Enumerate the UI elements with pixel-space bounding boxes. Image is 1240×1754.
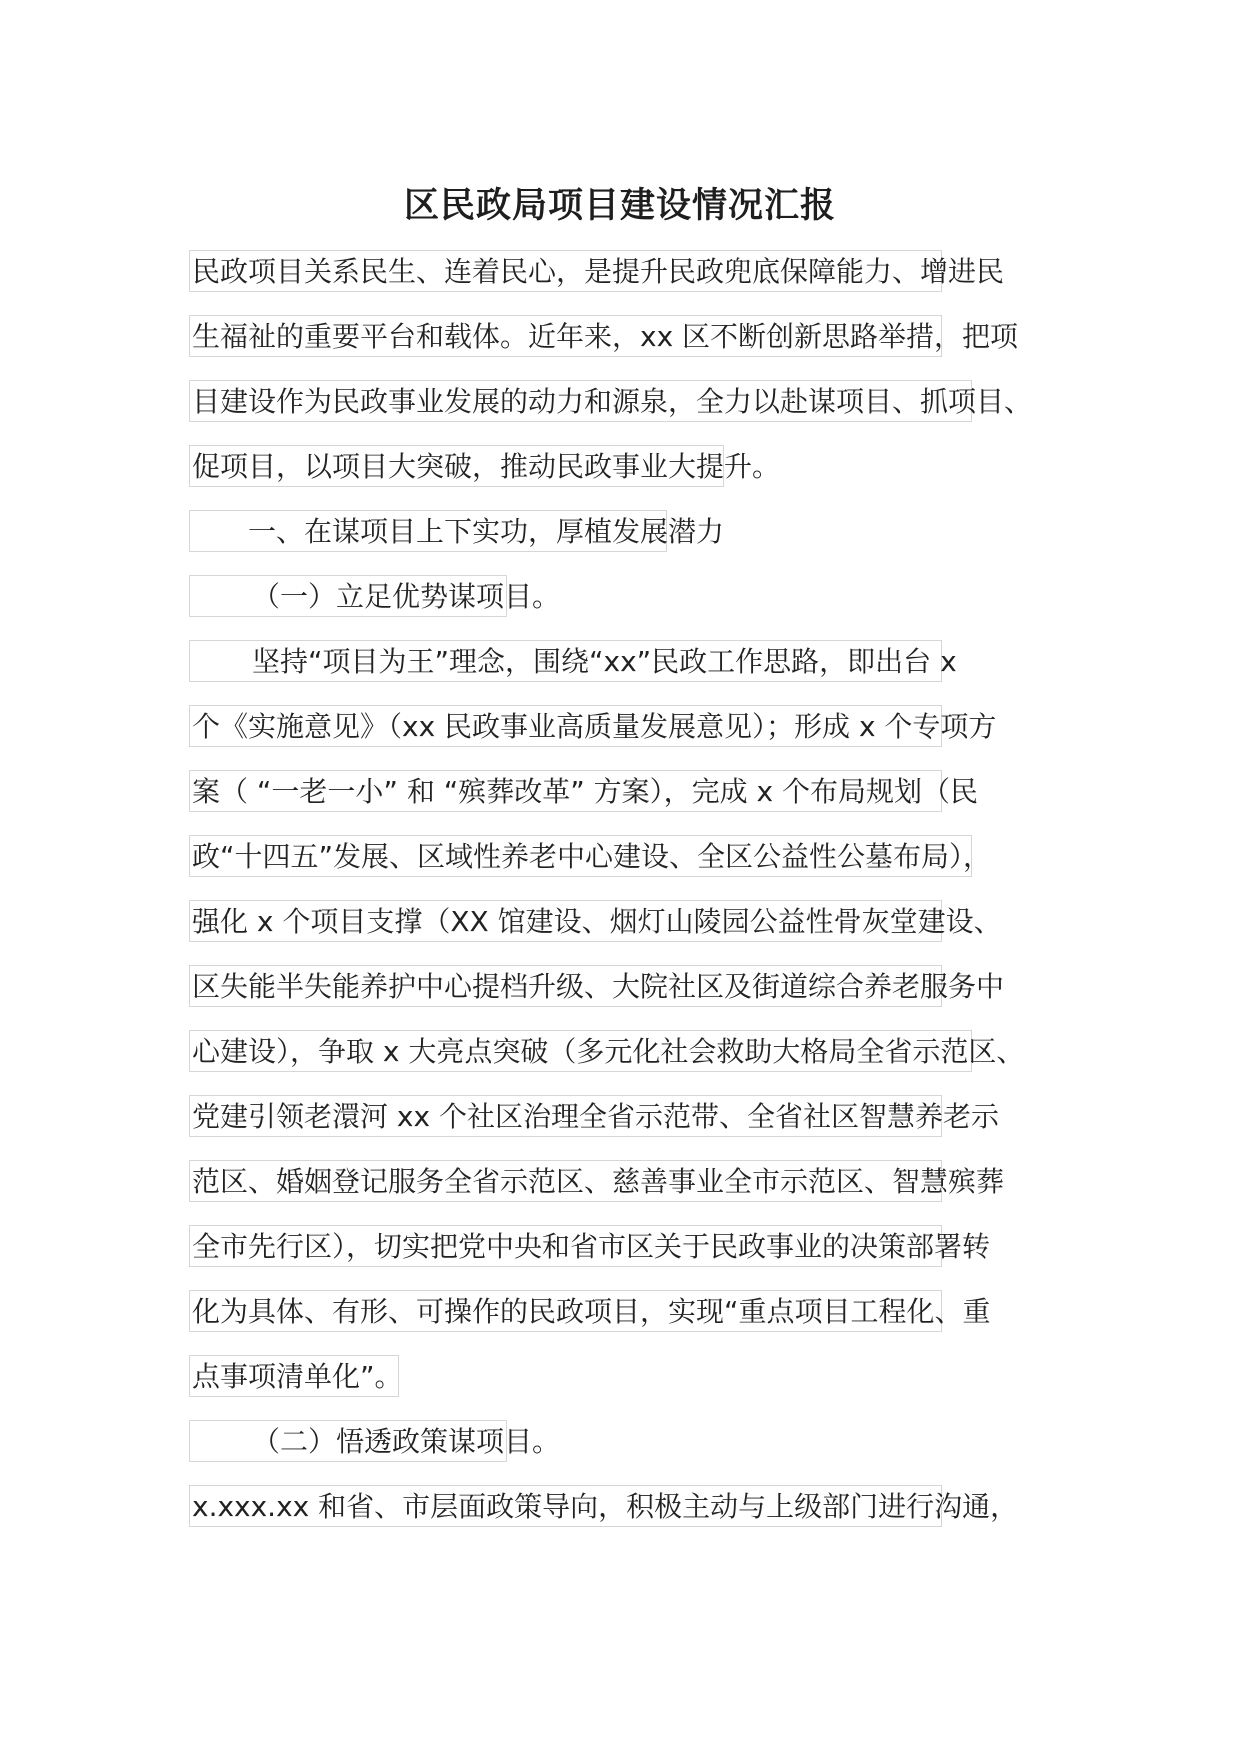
- section-heading-box: 一、在谋项目上下实功，厚植发展潜力: [189, 510, 667, 552]
- text-line-box: 目建设作为民政事业发展的动力和源泉，全力以赴谋项目、抓项目、: [189, 380, 972, 422]
- subsection-heading: [189, 575, 1089, 640]
- text-line-box: 个《实施意见》（xx 民政事业高质量发展意见）；形成 x 个专项方: [189, 705, 942, 747]
- text-line-box: 促项目，以项目大突破，推动民政事业大提升。: [189, 445, 724, 487]
- text-line: [189, 1225, 1089, 1290]
- text-line: [189, 835, 1089, 900]
- text-line: [189, 250, 1089, 315]
- text-line-box: 生福祉的重要平台和载体。近年来，xx 区不断创新思路举措，把项: [189, 315, 942, 357]
- text-line: [189, 900, 1089, 965]
- text-line-box: 点事项清单化”。: [189, 1355, 399, 1397]
- text-line: [189, 705, 1089, 770]
- text-line: [189, 1485, 1089, 1550]
- text-line-box: 心建设），争取 x 大亮点突破（多元化社会救助大格局全省示范区、: [189, 1030, 972, 1072]
- text-line-box: 范区、婚姻登记服务全省示范区、慈善事业全市示范区、智慧殡葬: [189, 1160, 942, 1202]
- text-line-box: 强化 x 个项目支撑（XX 馆建设、烟灯山陵园公益性骨灰堂建设、: [189, 900, 942, 942]
- text-line-box: 政“十四五”发展、区域性养老中心建设、全区公益性公墓布局），: [189, 835, 972, 877]
- subsection-heading-box: （一）立足优势谋项目。: [189, 575, 507, 617]
- text-line-box: 党建引领老澴河 xx 个社区治理全省示范带、全省社区智慧养老示: [189, 1095, 942, 1137]
- section-heading: [189, 510, 1089, 575]
- text-line: [189, 445, 1089, 510]
- text-line-box: 区失能半失能养护中心提档升级、大院社区及街道综合养老服务中: [189, 965, 942, 1007]
- text-line: [189, 1160, 1089, 1225]
- text-line: [189, 315, 1089, 380]
- text-line-box: x.xxx.xx 和省、市层面政策导向，积极主动与上级部门进行沟通，: [189, 1485, 942, 1527]
- text-line: [189, 640, 1089, 705]
- text-line: [189, 1290, 1089, 1355]
- text-line-box: 坚持“项目为王”理念，围绕“xx”民政工作思路，即出台 x: [189, 640, 942, 682]
- text-line: [189, 1095, 1089, 1160]
- text-line-box: 化为具体、有形、可操作的民政项目，实现“重点项目工程化、重: [189, 1290, 942, 1332]
- document-title: 区民政局项目建设情况汇报: [403, 186, 836, 226]
- text-line-box: 民政项目关系民生、连着民心，是提升民政兜底保障能力、增进民: [189, 250, 942, 292]
- text-line: [189, 965, 1089, 1030]
- document-body: [189, 250, 1089, 1550]
- text-line: [189, 1355, 1089, 1420]
- text-line-box: 全市先行区），切实把党中央和省市区关于民政事业的决策部署转: [189, 1225, 942, 1267]
- text-line: [189, 380, 1089, 445]
- subsection-heading: [189, 1420, 1089, 1485]
- text-line-box: 案（ “一老一小” 和 “殡葬改革” 方案），完成 x 个布局规划（民: [189, 770, 942, 812]
- text-line: [189, 1030, 1089, 1095]
- subsection-heading-box: （二）悟透政策谋项目。: [189, 1420, 507, 1462]
- text-line: [189, 770, 1089, 835]
